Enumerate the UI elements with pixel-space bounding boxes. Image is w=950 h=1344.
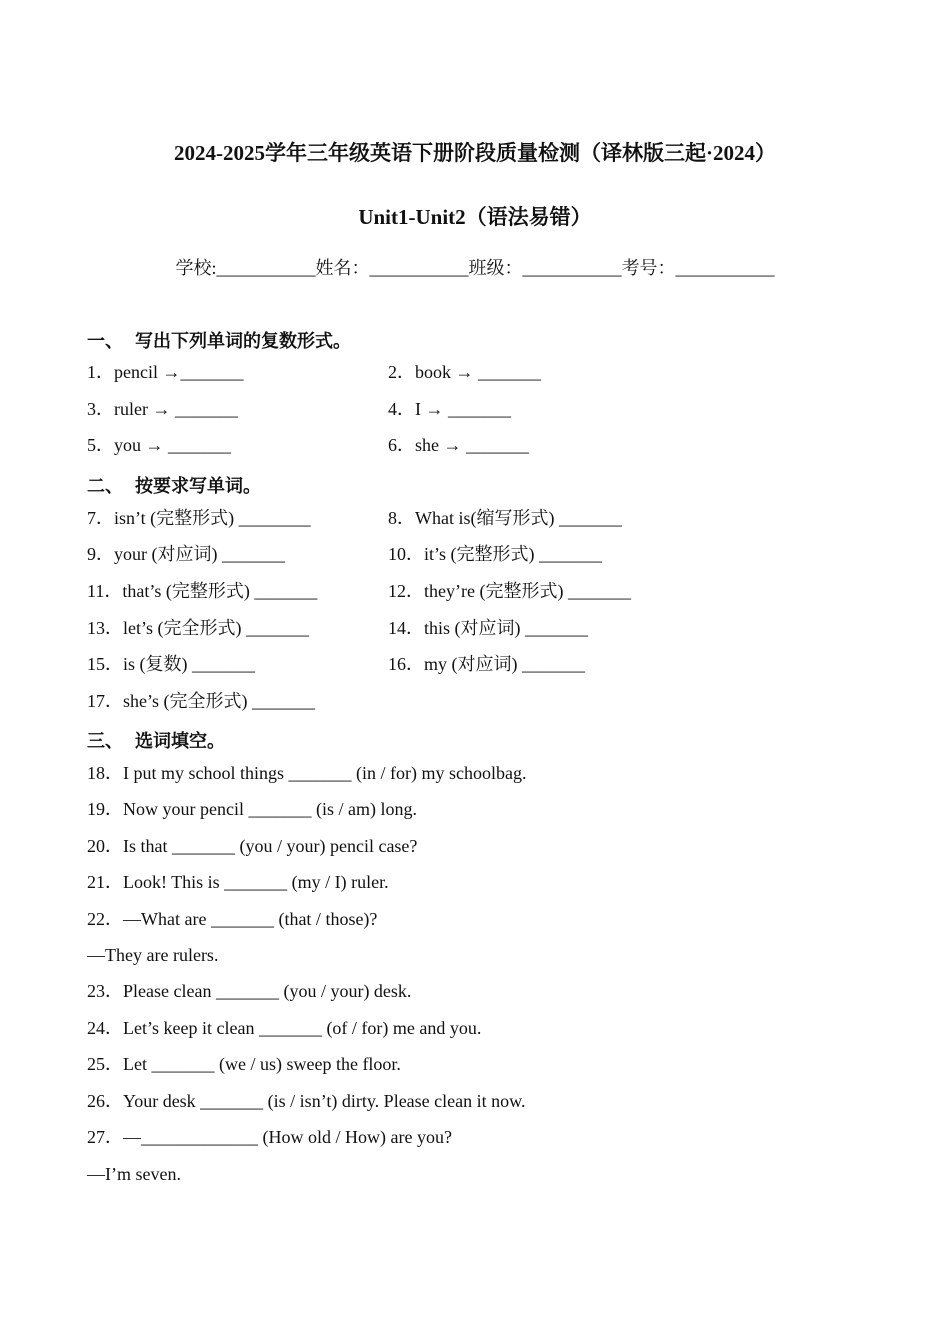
page-subtitle: Unit1-Unit2（语法易错） xyxy=(358,205,592,229)
question-item: 18．I put my school things _______ (in / for) my schoolbag. xyxy=(87,763,527,783)
section-number: 三、 xyxy=(87,731,123,751)
section-number: 二、 xyxy=(87,476,123,496)
question-item: 19．Now your pencil _______ (is / am) long. xyxy=(87,799,417,819)
question-item: 26．Your desk _______ (is / isn’t) dirty. Please clean it now. xyxy=(87,1091,526,1111)
question-item: 14．this (对应词) _______ xyxy=(388,618,588,638)
question-item: 22．—What are _______ (that / those)? xyxy=(87,909,378,929)
question-item: 15．is (复数) _______ xyxy=(87,654,255,674)
question-item: 16．my (对应词) _______ xyxy=(388,654,585,674)
section-number: 一、 xyxy=(87,331,123,351)
question-item: 4．I → _______ xyxy=(388,399,511,419)
question-item: 6．she → _______ xyxy=(388,435,529,455)
question-item: 11．that’s (完整形式) _______ xyxy=(87,581,318,601)
question-item: 2．book → _______ xyxy=(388,362,541,382)
question-item: 9．your (对应词) _______ xyxy=(87,544,285,564)
section-title: 选词填空。 xyxy=(135,731,225,751)
question-item: 20．Is that _______ (you / your) pencil case? xyxy=(87,836,418,856)
student-info-line: 学校:___________姓名：___________班级：___________考号：___________ xyxy=(175,258,775,278)
section-title: 按要求写单词。 xyxy=(135,476,261,496)
question-item: 12．they’re (完整形式) _______ xyxy=(388,581,631,601)
question-item: 17．she’s (完全形式) _______ xyxy=(87,691,315,711)
section-title: 写出下列单词的复数形式。 xyxy=(135,331,351,351)
question-item: 8．What is(缩写形式) _______ xyxy=(388,508,622,528)
question-item: 13．let’s (完全形式) _______ xyxy=(87,618,309,638)
question-item: 23．Please clean _______ (you / your) desk. xyxy=(87,981,412,1001)
question-item: 25．Let _______ (we / us) sweep the floor. xyxy=(87,1054,401,1074)
question-item: 3．ruler → _______ xyxy=(87,399,238,419)
question-item: 10．it’s (完整形式) _______ xyxy=(388,544,602,564)
question-item: 27．—_____________ (How old / How) are you? xyxy=(87,1127,452,1147)
section-heading-2 xyxy=(87,472,261,498)
page-title: 2024-2025学年三年级英语下册阶段质量检测（译林版三起·2024） xyxy=(174,141,776,165)
answer-line: —They are rulers. xyxy=(87,945,219,965)
question-item: 5．you → _______ xyxy=(87,435,231,455)
section-heading-3 xyxy=(87,727,225,753)
question-item: 1．pencil →_______ xyxy=(87,362,244,382)
section-heading-1 xyxy=(87,327,351,353)
question-item: 7．isn’t (完整形式) ________ xyxy=(87,508,311,528)
answer-line: —I’m seven. xyxy=(87,1164,181,1184)
question-item: 24．Let’s keep it clean _______ (of / for) me and you. xyxy=(87,1018,482,1038)
question-item: 21．Look! This is _______ (my / I) ruler. xyxy=(87,872,389,892)
